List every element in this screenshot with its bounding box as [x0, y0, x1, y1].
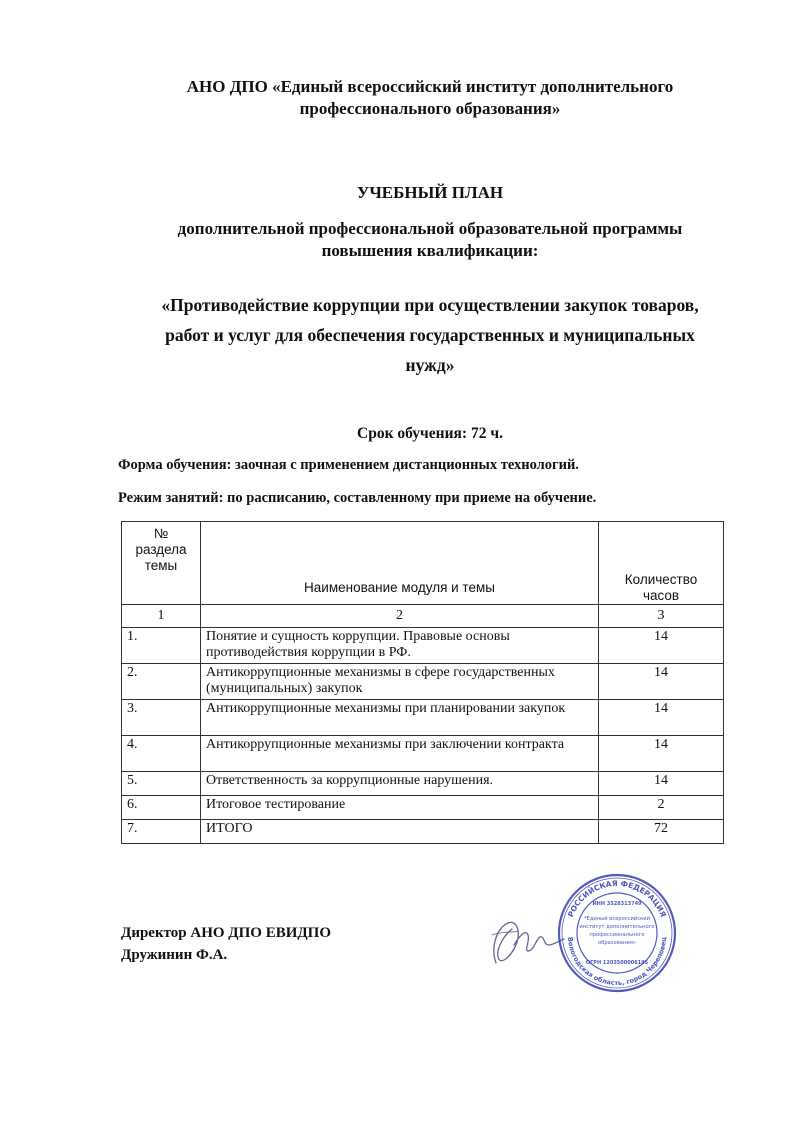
- stamp-center-line-3: профессионального: [589, 932, 645, 938]
- row-hours: 14: [599, 664, 724, 700]
- row-number: 3.: [122, 700, 201, 736]
- duration-text: Срок обучения: 72 ч.: [357, 425, 503, 442]
- row-hours: 14: [599, 772, 724, 796]
- row-hours: 14: [599, 700, 724, 736]
- stamp-center-line-4: образования»: [597, 940, 637, 946]
- row-topic: Антикоррупционные механизмы в сфере государственных (муниципальных) закупок: [201, 664, 599, 700]
- stamp-region-text: Вологодская область, город Череповец: [565, 936, 669, 988]
- row-number: 7.: [122, 820, 201, 844]
- row-number: 5.: [122, 772, 201, 796]
- program-name-line-3: нужд»: [405, 355, 455, 375]
- row-hours: 14: [599, 628, 724, 664]
- stamp-inn: ИНН 3528313749: [592, 901, 642, 907]
- row-topic: Антикоррупционные механизмы при заключении контракта: [201, 736, 599, 772]
- row-hours: 2: [599, 796, 724, 820]
- row-topic: Ответственность за коррупционные нарушения.: [201, 772, 599, 796]
- table-row: [122, 736, 724, 772]
- header-module-name: Наименование модуля и темы: [201, 522, 599, 605]
- table-row: [122, 664, 724, 700]
- table-row: [122, 820, 724, 844]
- row-topic: Понятие и сущность коррупции. Правовые основы противодействия коррупции в РФ.: [201, 628, 599, 664]
- column-number: 2: [201, 605, 599, 628]
- director-name: Дружинин Ф.А.: [121, 947, 228, 963]
- column-number: 1: [122, 605, 201, 628]
- stamp-ogrn: ОГРН 1203500006185: [585, 960, 649, 966]
- table-header-row: [122, 522, 724, 605]
- plan-title: УЧЕБНЫЙ ПЛАН: [356, 183, 504, 202]
- table-row: [122, 772, 724, 796]
- stamp-center-line-2: институт дополнительного: [579, 924, 655, 930]
- plan-subtitle-line-1: дополнительной профессиональной образовательной программы: [177, 219, 683, 238]
- signature-block: [121, 922, 331, 966]
- column-number-row: [122, 605, 724, 628]
- official-stamp: [556, 872, 678, 994]
- org-line-2: профессионального образования»: [299, 99, 561, 118]
- row-hours: 72: [599, 820, 724, 844]
- organization-header: [100, 76, 760, 120]
- header-hours: Количество часов: [599, 522, 724, 605]
- row-topic: Итоговое тестирование: [201, 796, 599, 820]
- stamp-outer-text: РОССИЙСКАЯ ФЕДЕРАЦИЯ: [566, 878, 668, 919]
- study-form-text: Форма обучения: заочная с применением дистанционных технологий.: [118, 457, 579, 473]
- director-title: Директор АНО ДПО ЕВИДПО: [121, 925, 332, 941]
- row-topic: Антикоррупционные механизмы при планировании закупок: [201, 700, 599, 736]
- plan-subtitle: [100, 218, 760, 262]
- header-section-number: № раздела темы: [122, 522, 201, 605]
- row-number: 1.: [122, 628, 201, 664]
- row-topic: ИТОГО: [201, 820, 599, 844]
- row-hours: 14: [599, 736, 724, 772]
- table-row: [122, 796, 724, 820]
- org-line-1: АНО ДПО «Единый всероссийский институт дополнительного: [186, 77, 674, 96]
- table-row: [122, 628, 724, 664]
- program-name: [100, 290, 760, 380]
- row-number: 6.: [122, 796, 201, 820]
- row-number: 4.: [122, 736, 201, 772]
- column-number: 3: [599, 605, 724, 628]
- stamp-center-line-1: *Единый всероссийский: [583, 916, 651, 922]
- table-row: [122, 700, 724, 736]
- row-number: 2.: [122, 664, 201, 700]
- program-name-line-1: «Противодействие коррупции при осуществлении закупок товаров,: [161, 295, 699, 315]
- study-mode-text: Режим занятий: по расписанию, составленному при приеме на обучение.: [118, 490, 597, 506]
- program-name-line-2: работ и услуг для обеспечения государственных и муниципальных: [165, 325, 695, 345]
- curriculum-table: [121, 521, 724, 844]
- plan-subtitle-line-2: повышения квалификации:: [321, 241, 539, 260]
